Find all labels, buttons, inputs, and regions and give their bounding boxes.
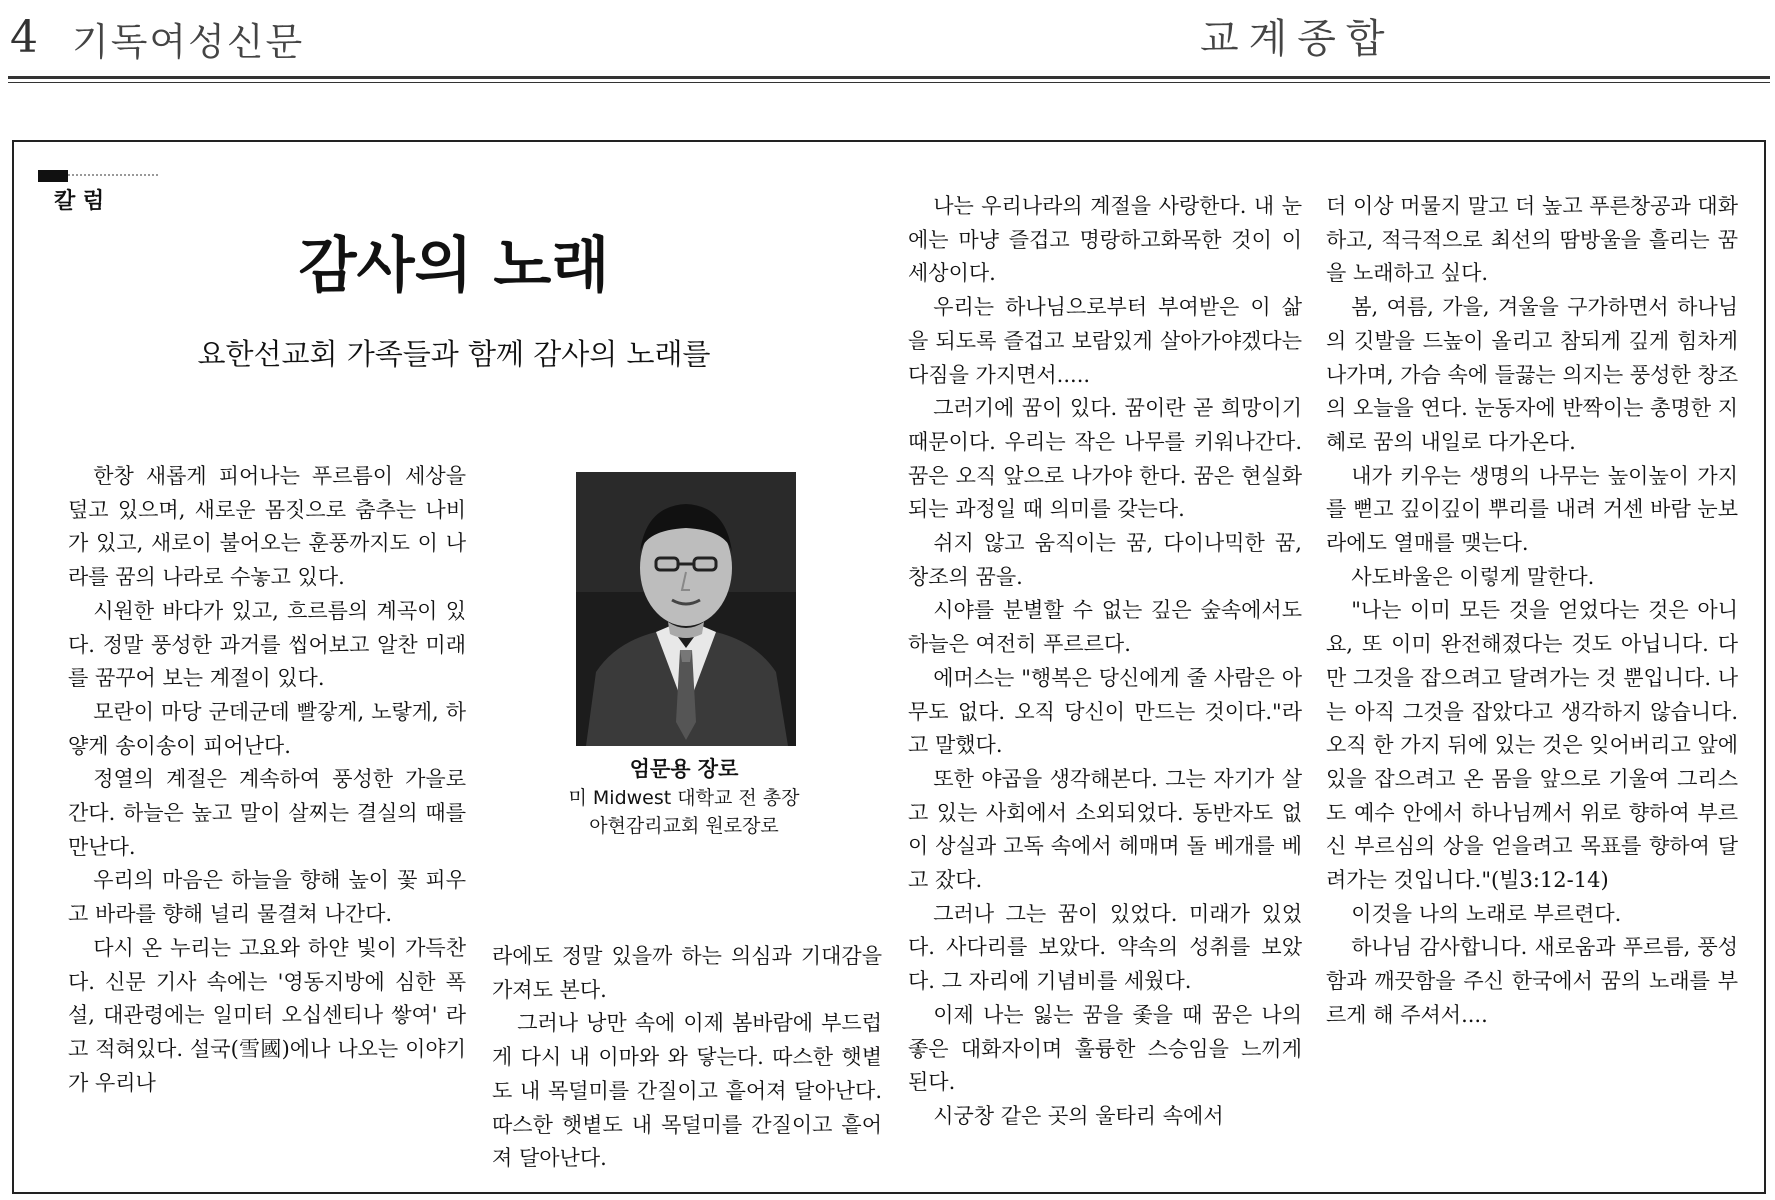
paragraph: 에머스는 "행복은 당신에게 줄 사람은 아무도 없다. 오직 당신이 만드는 것이다."라고 말했다.	[908, 665, 1302, 758]
paragraph: 정열의 계절은 계속하여 풍성한 가을로 간다. 하늘은 높고 말이 살찌는 결실의 때를 만난다.	[68, 767, 466, 859]
paragraph: 더 이상 머물지 말고 더 높고 푸른창공과 대화하고, 적극적으로 최선의 땀방울을 흘리는 꿈을 노래하고 싶다.	[1326, 194, 1738, 286]
column-label: 칼 럼	[54, 189, 105, 214]
paragraph: 다시 온 누리는 고요와 하얀 빛이 가득찬다. 신문 기사 속에는 '영동지방에 심한 폭설, 대관령에는 일미터 오십센티나 쌓여' 라고 적혀있다. 설국(雪國)에나 나오는 이야기가 우리나	[68, 935, 466, 1095]
header-rule-thin	[8, 82, 1770, 83]
header-rule	[8, 76, 1770, 79]
column-label-bar	[38, 170, 68, 182]
author-photo	[576, 472, 796, 746]
article-subtitle: 요한선교회 가족들과 함께 감사의 노래를	[197, 337, 711, 371]
paragraph: 봄, 여름, 가을, 겨울을 구가하면서 하나님의 깃발을 드높이 올리고 참되게 깊게 힘차게 나가며, 가슴 속에 들끓는 의지는 풍성한 창조의 오늘을 연다. 눈동자에 반짝이는 총명한 지혜로 꿈의 내일로 다가온다.	[1326, 295, 1738, 454]
author-church: 아현감리교회 원로장로	[589, 815, 779, 837]
column-label-dots	[68, 174, 158, 176]
paragraph: 이것을 나의 노래로 부르련다.	[1351, 901, 1622, 926]
paragraph: "나는 이미 모든 것을 얻었다는 것은 아니요, 또 이미 완전해졌다는 것도 아닙니다. 다만 그것을 잡으려고 달려가는 것 뿐입니다. 나는 아직 그것을 잡았다고 생각하지 않습니다. 오직 한 가지 뒤에 있는 것은 잊어버리고 앞에 있을 잡으려고 온 몸을 앞으로 기울여 그리스도 예수 안에서 하나님께서 위로 향하여 부르신 부르심의 상을 얻을려고 목표를 향하여 달려가는 것입니다."(빌3:12-14)	[1326, 598, 1738, 893]
paragraph: 하나님 감사합니다. 새로움과 푸르름, 풍성함과 깨끗함을 주신 한국에서 꿈의 노래를 부르게 해 주셔서....	[1326, 935, 1738, 1027]
paragraph: 쉬지 않고 움직이는 꿈, 다이나믹한 꿈, 창조의 꿈을.	[908, 531, 1302, 589]
author-name: 엄문용 장로	[629, 757, 739, 781]
paragraph: 또한 야곱을 생각해본다. 그는 자기가 살고 있는 사회에서 소외되었다. 동반자도 없이 상실과 고독 속에서 헤매며 돌 베개를 베고 잤다.	[908, 766, 1302, 893]
paragraph: 그러나 그는 꿈이 있었다. 미래가 있었다. 사다리를 보았다. 약속의 성취를 보았다. 그 자리에 기념비를 세웠다.	[908, 901, 1302, 994]
paragraph: 모란이 마당 군데군데 빨갛게, 노랗게, 하얗게 송이송이 피어난다.	[68, 699, 466, 758]
author-title: 미 Midwest 대학교 전 총장	[568, 787, 800, 809]
article-frame	[12, 140, 1766, 1194]
article-title: 감사의 노래	[298, 231, 610, 301]
paragraph: 그러나 낭만 속에 이제 봄바람에 부드럽게 다시 내 이마와 와 닿는다. 따스한 햇볕도 내 목덜미를 간질이고 흩어져 달아난다. 따스한 햇볕도 내 목덜미를 간질이고 흩어져 달아난다.	[492, 1011, 882, 1171]
newspaper-name: 기독여성신문	[72, 20, 305, 64]
paragraph: 우리는 하나님으로부터 부여받은 이 삶을 되도록 즐겁고 보람있게 살아가야겠다는 다짐을 가지면서.....	[908, 295, 1302, 387]
paragraph: 내가 키우는 생명의 나무는 높이높이 가지를 뻗고 깊이깊이 뿌리를 내려 거센 바람 눈보라에도 열매를 맺는다.	[1326, 463, 1738, 556]
paragraph: 라에도 정말 있을까 하는 의심과 기대감을 가져도 본다.	[492, 944, 882, 1002]
paragraph: 한창 새롭게 피어나는 푸르름이 세상을 덮고 있으며, 새로운 몸짓으로 춤추는 나비가 있고, 새로이 불어오는 훈풍까지도 이 나라를 꿈의 나라로 수놓고 있다.	[68, 464, 466, 590]
paragraph: 우리의 마음은 하늘을 향해 높이 꽃 피우고 바라를 향해 널리 물결쳐 나간다.	[68, 868, 466, 927]
paragraph: 시원한 바다가 있고, 흐르름의 계곡이 있다. 정말 풍성한 과거를 씹어보고 알찬 미래를 꿈꾸어 보는 계절이 있다.	[68, 598, 466, 691]
page-number: 4	[10, 12, 38, 63]
text-column-1	[68, 460, 466, 1100]
paragraph: 그러기에 꿈이 있다. 꿈이란 곧 희망이기 때문이다. 우리는 작은 나무를 키워나간다. 꿈은 오직 앞으로 나가야 한다. 꿈은 현실화되는 과정일 때 의미를 갖는다.	[908, 396, 1302, 522]
text-column-2	[492, 940, 882, 1176]
paragraph: 나는 우리나라의 계절을 사랑한다. 내 눈에는 마냥 즐겁고 명랑하고화목한 것이 이 세상이다.	[908, 194, 1302, 286]
paragraph: 시야를 분별할 수 없는 깊은 숲속에서도 하늘은 여전히 푸르르다.	[908, 598, 1302, 657]
paragraph: 이제 나는 잃는 꿈을 좇을 때 꿈은 나의 좋은 대화자이며 훌륭한 스승임을 느끼게 된다.	[908, 1002, 1302, 1095]
text-column-3	[908, 190, 1302, 1134]
text-column-4	[1326, 190, 1738, 1033]
paragraph: 사도바울은 이렇게 말한다.	[1351, 564, 1595, 589]
paragraph: 시궁창 같은 곳의 울타리 속에서	[933, 1103, 1224, 1128]
section-title: 교계종합	[1200, 16, 1395, 62]
